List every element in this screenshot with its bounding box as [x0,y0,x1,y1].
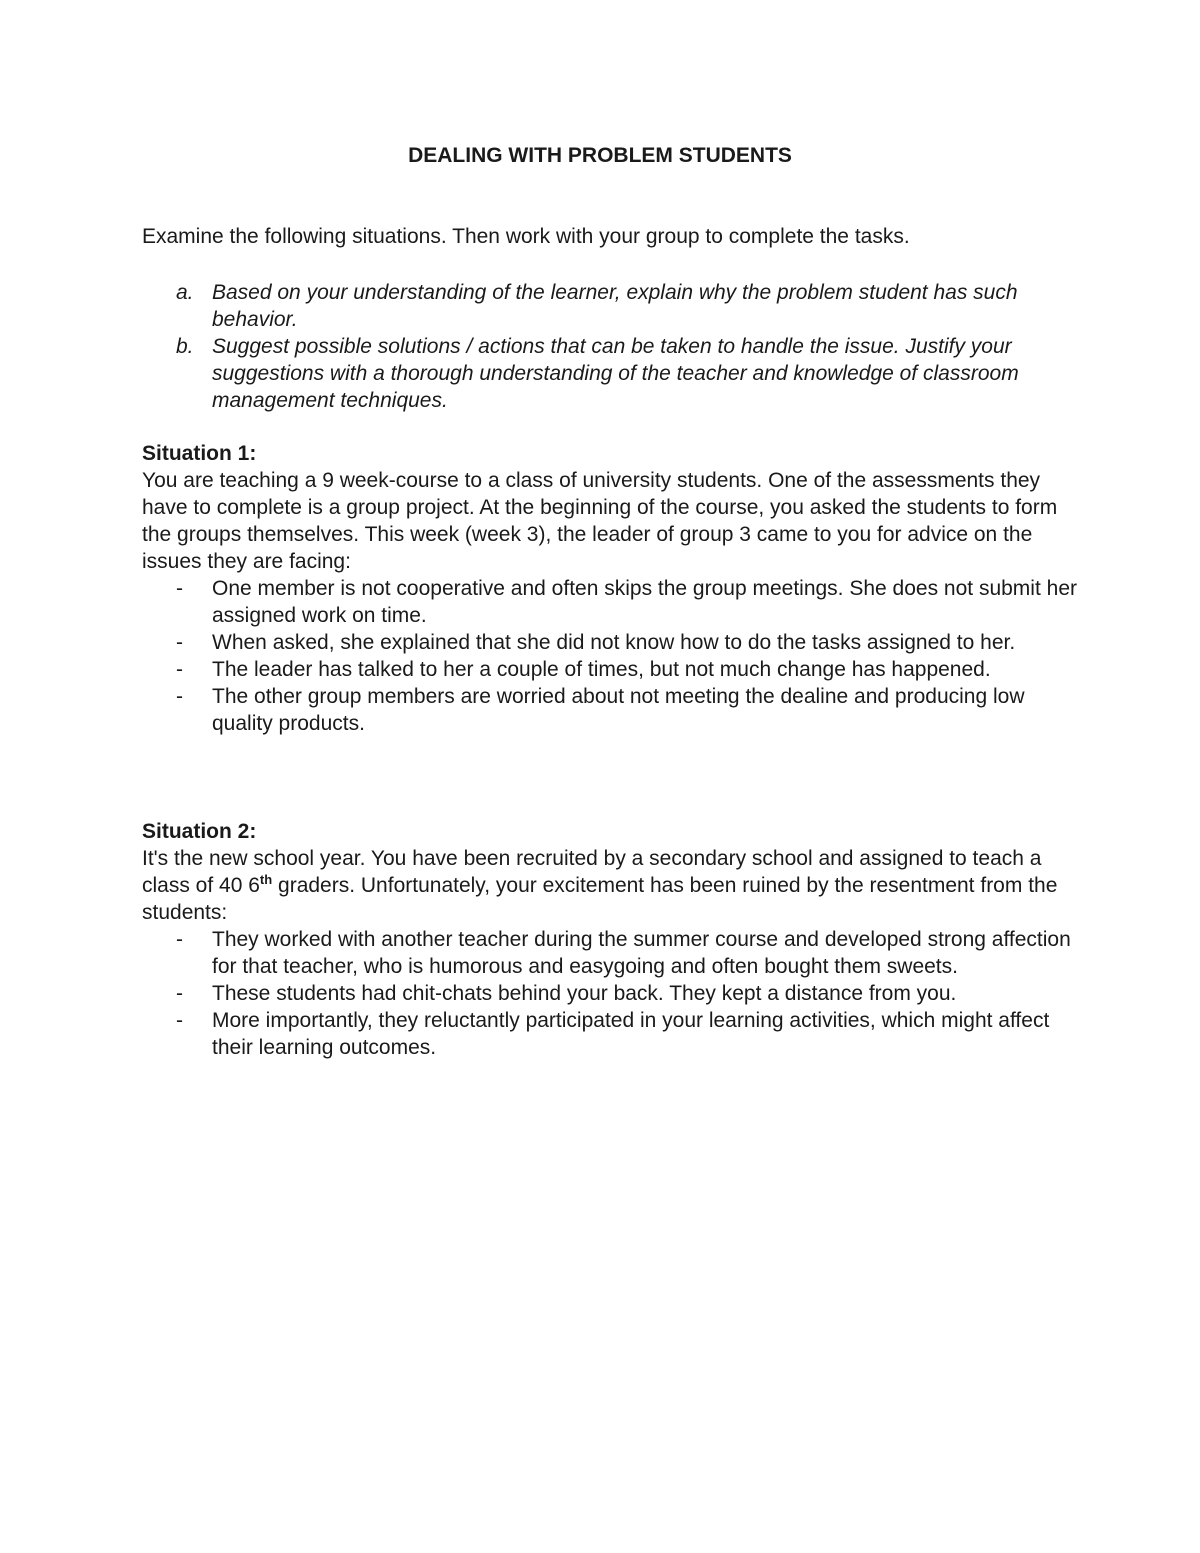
list-item [142,656,1082,683]
task-item-b [142,333,1072,414]
situation-1-bullets [142,575,1082,737]
situation-1-section [142,440,1082,737]
intro-paragraph: Examine the following situations. Then work with your group to complete the tasks. [142,225,910,248]
situation-1-body: You are teaching a 9 week-course to a class of university students. One of the assessments they have to complete is a group project. At the beginning of the course, you asked the students to form the groups themselves. This week (week 3), the leader of group 3 came to you for advice on the issues they are facing: [142,469,1058,573]
task-item-a [142,279,1072,333]
bullet-dash: - [176,1009,183,1032]
situation-2-heading: Situation 2: [142,820,257,843]
situation-2-bullets [142,926,1082,1061]
bullet-dash: - [176,928,183,951]
task-marker: b. [176,335,194,358]
situation-2-body-end: graders. Unfortunately, your excitement has been ruined by the resentment from the students: [142,874,1058,924]
task-list [142,279,1072,414]
bullet-text: The other group members are worried about not meeting the dealine and producing low quality products. [212,685,1025,735]
task-marker: a. [176,281,194,304]
list-item [142,683,1082,737]
bullet-text: More importantly, they reluctantly participated in your learning activities, which might affect their learning outcomes. [212,1009,1050,1059]
list-item [142,575,1082,629]
bullet-text: These students had chit-chats behind your back. They kept a distance from you. [212,982,957,1005]
bullet-dash: - [176,658,183,681]
list-item [142,1007,1082,1061]
task-text: Suggest possible solutions / actions that can be taken to handle the issue. Justify your suggestions with a thorough understanding of the teacher and knowledge of classroom management techniques. [212,335,1019,412]
situation-2-body-start: It's the new school year. You have been recruited by a secondary school and assigned to teach a class of 40 6 [142,847,1042,897]
situation-2-body [142,845,1082,926]
bullet-text: The leader has talked to her a couple of times, but not much change has happened. [212,658,991,681]
ordinal-superscript: th [259,872,273,887]
list-item [142,926,1082,980]
document-title: DEALING WITH PROBLEM STUDENTS [408,144,792,167]
task-text: Based on your understanding of the learner, explain why the problem student has such behavior. [212,281,1018,331]
situation-2-section [142,818,1082,1061]
bullet-dash: - [176,685,183,708]
bullet-dash: - [176,631,183,654]
bullet-dash: - [176,982,183,1005]
bullet-text: One member is not cooperative and often skips the group meetings. She does not submit her assigned work on time. [212,577,1077,627]
list-item [142,980,1082,1007]
bullet-text: When asked, she explained that she did not know how to do the tasks assigned to her. [212,631,1016,654]
list-item [142,629,1082,656]
situation-1-heading: Situation 1: [142,442,257,465]
bullet-text: They worked with another teacher during the summer course and developed strong affection for that teacher, who is humorous and easygoing and often bought them sweets. [212,928,1071,978]
bullet-dash: - [176,577,183,600]
